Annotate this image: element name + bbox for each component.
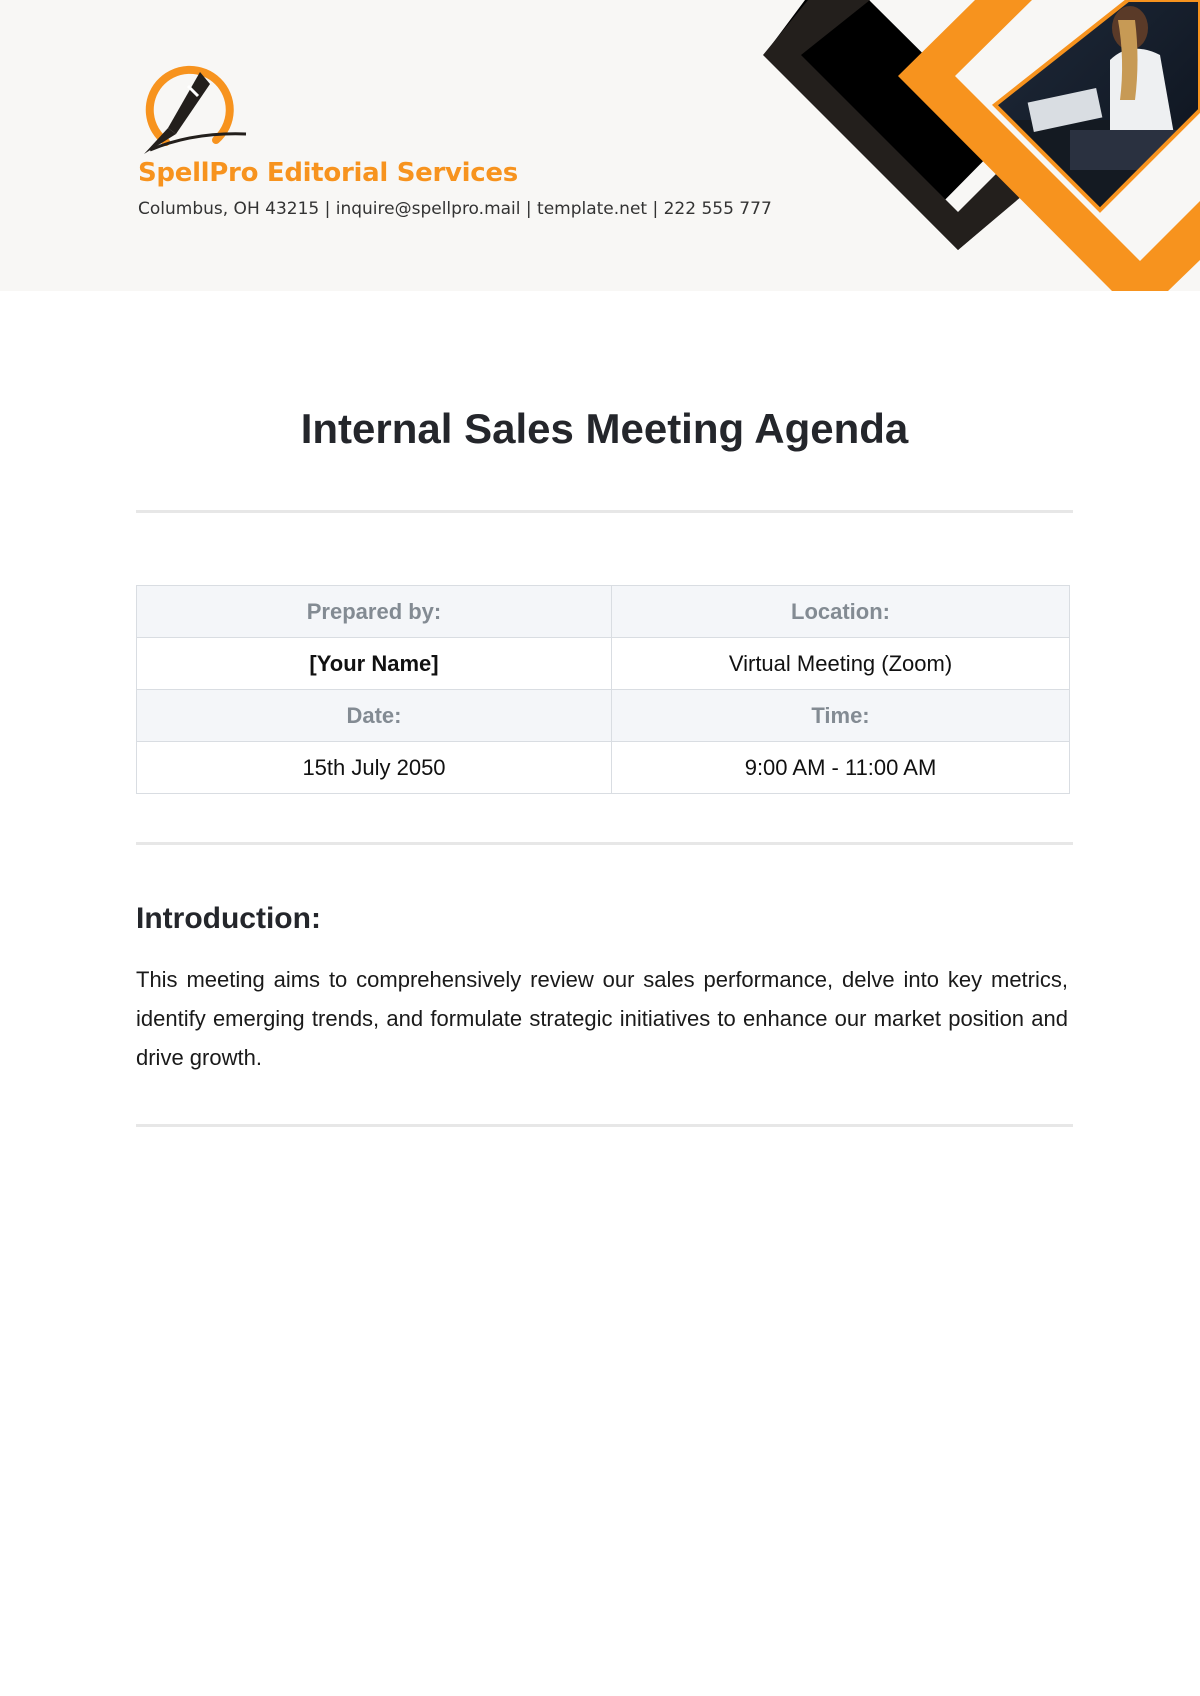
introduction-heading: Introduction: [136, 902, 321, 935]
date-value: 15th July 2050 [137, 742, 612, 794]
time-label: Time: [612, 690, 1070, 742]
company-name: SpellPro Editorial Services [138, 158, 518, 188]
letterhead [0, 0, 1200, 291]
location-value: Virtual Meeting (Zoom) [612, 638, 1070, 690]
contact-line: Columbus, OH 43215 | inquire@spellpro.mail | template.net | 222 555 777 [138, 199, 772, 219]
table-row [137, 690, 1070, 742]
document-title: Internal Sales Meeting Agenda [300, 405, 909, 452]
meeting-info-table [136, 585, 1070, 794]
prepared-by-value: [Your Name] [137, 638, 612, 690]
divider [136, 510, 1073, 513]
table-row [137, 586, 1070, 638]
time-value: 9:00 AM - 11:00 AM [612, 742, 1070, 794]
table-row [137, 742, 1070, 794]
divider [136, 842, 1073, 845]
divider [136, 1124, 1073, 1127]
location-label: Location: [612, 586, 1070, 638]
table-row [137, 638, 1070, 690]
prepared-by-label: Prepared by: [137, 586, 612, 638]
introduction-text: This meeting aims to comprehensively review our sales performance, delve into key metrics, identify emerging trends, and formulate strategic initiatives to enhance our market position and drive growth. [136, 967, 1068, 1070]
pen-nib-logo-icon [138, 62, 248, 154]
date-label: Date: [137, 690, 612, 742]
